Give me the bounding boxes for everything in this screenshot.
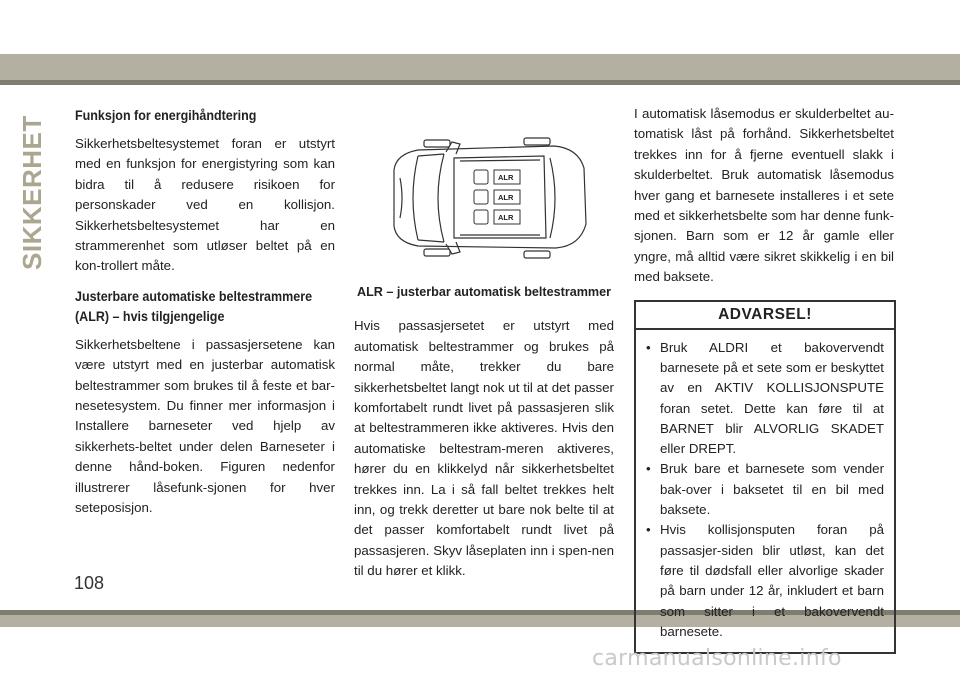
seat-icon: [474, 170, 488, 184]
paragraph-passenger-alr: Hvis passasjersetet er utstyrt med automatisk beltestrammer og brukes på normal måte, trekker du bare sikkerhetsbeltet langt nok ut til at det passer komfortabelt rundt livet på passasjeren slik at beltestrammeren ikke aktiveres. Hvis den automatiske beltestram-meren aktiveres, hører du en klikkelyd når sikkerhetsbeltet trekkes inn. La i så fall beltet trekkes helt inn, og trekk deretter ut bare nok belte til at det passer komfortabelt rundt livet på passasjeren. Skyv låseplaten inn i spen-nen til du hører et klikk.: [354, 318, 614, 579]
bullet-icon: •: [646, 339, 651, 355]
column-left: [75, 106, 335, 529]
warning-box: [634, 300, 896, 654]
warning-list: [636, 330, 894, 652]
page-number: 108: [74, 573, 105, 593]
car-topview-illustration: [374, 128, 596, 268]
warning-item-text: Hvis kollisjonsputen foran på passasjer-siden blir utløst, kan det føre til dødsfall eller alvorlige skader på barn under 12 år, inkludert et barn som sitter i et bakovervendt barnesete.: [660, 522, 884, 639]
paragraph-energy-management: Sikkerhetsbeltesystemet foran er utstyrt med en funksjon for energistyring som kan bidra til å redusere risikoen for personskader ved en kollisjon. Sikkerhetsbeltesystemet har en strammerenhet som utløser beltet på en kon-trollert måte.: [75, 136, 335, 274]
warning-item-text: Bruk ALDRI et bakovervendt barnesete på et sete som er beskyttet av en AKTIV KOLLISJONSPUTE foran setet. Dette kan føre til at BARNET blir ALVORLIG SKADET eller DREPT.: [660, 339, 884, 457]
bullet-icon: •: [646, 461, 651, 477]
paragraph-auto-lock-mode: I automatisk låsemodus er skulderbeltet au-tomatisk låst på forhånd. Sikkerhetsbeltet trekkes inn for å fjerne eventuell slakk i skulderbeltet. Bruk automatisk låsemodus hver gang et barnesete installeres i et sete med et sikkerhetsbelte som har denne funk-sjonen. Barn som er 12 år gamle eller yngre, må alltid være sikret skikkelig i en bil med baksete.: [634, 106, 894, 285]
header-band-line: [0, 80, 960, 85]
column-right: [634, 104, 894, 654]
warning-item: [646, 338, 884, 460]
seat-icon: [474, 210, 488, 224]
section-side-label: [17, 115, 47, 270]
alr-label-3: ALR: [498, 213, 514, 222]
column-middle: [354, 120, 614, 592]
figure-caption: ALR – justerbar automatisk beltestrammer: [356, 285, 612, 299]
seat-icon: [474, 190, 488, 204]
alr-label-2: ALR: [498, 193, 514, 202]
section-side-label-text: SIKKERHET: [17, 115, 47, 270]
heading-energy-management: Funksjon for energihåndtering: [75, 108, 257, 123]
heading-alr: Justerbare automatiske beltestrammere (ALR) – hvis tilgjengelige: [75, 288, 313, 324]
bullet-icon: •: [646, 522, 651, 538]
warning-item: [646, 459, 884, 520]
warning-title: ADVARSEL!: [636, 302, 894, 330]
header-band: [0, 54, 960, 80]
alr-figure: [354, 120, 614, 270]
warning-item-text: Bruk bare et barnesete som vender bak-over i baksetet til en bil med baksete.: [660, 461, 884, 518]
warning-item: [646, 520, 884, 642]
watermark: carmanualsonline.info: [592, 646, 842, 671]
paragraph-alr: Sikkerhetsbeltene i passasjersetene kan være utstyrt med en justerbar automatisk beltestrammer som brukes til å feste et bar-nesetesystem. Du finner mer informasjon i Installere barneseter ved hjelp av sikkerhets-beltet under delen Barneseter i denne hånd-boken. Figuren nedenfor illustrerer låsefunk-sjonen for hver seteposisjon.: [75, 336, 335, 516]
alr-label-1: ALR: [498, 173, 514, 182]
